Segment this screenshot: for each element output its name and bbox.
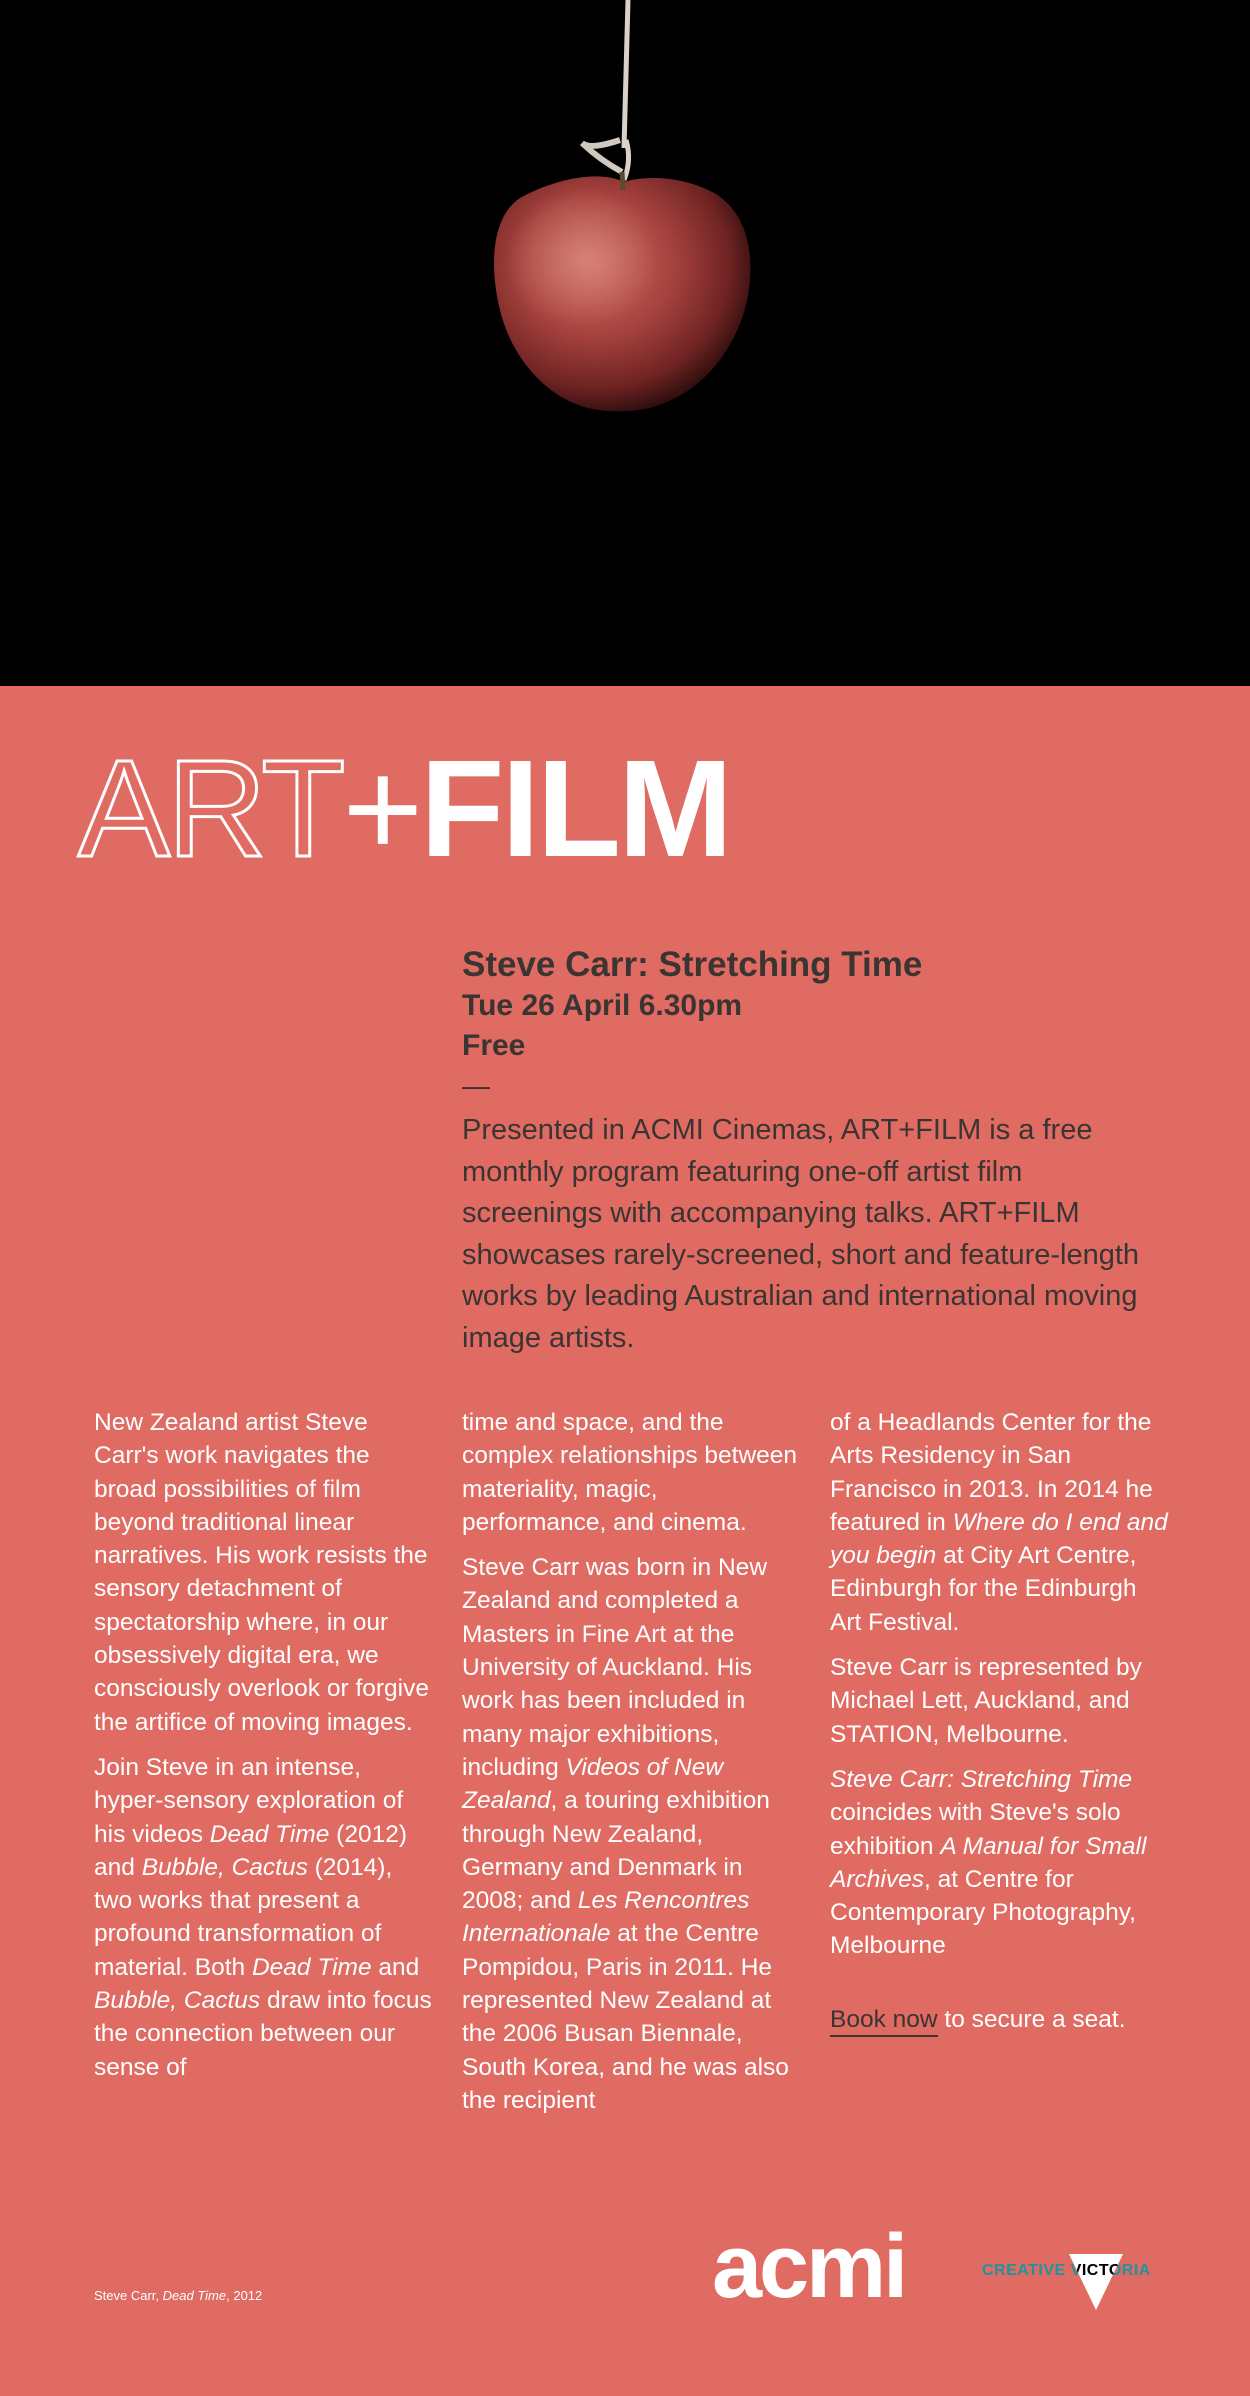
text-run: coincides with Steve's solo exhibition bbox=[830, 1799, 1121, 1860]
event-details bbox=[462, 944, 1162, 1359]
apple-hanging-on-string-photo bbox=[0, 0, 1250, 686]
text-run: of a Headlands Center for the Arts Residency in San Francisco in 2013. In 2014 he featured in bbox=[830, 1409, 1153, 1536]
text-run: at the Centre Pompidou, Paris in 2011. He represented New Zealand at the 2006 Busan Biennale, South Korea, and he was also the recipient bbox=[462, 1920, 789, 2114]
col2-paragraph-1: time and space, and the complex relationships between materiality, magic, performance, and cinema. bbox=[462, 1409, 798, 1536]
text-run: and bbox=[371, 1953, 420, 1981]
text-run: at City Art Centre, Edinburgh for the Edinburgh Art Festival. bbox=[830, 1542, 1137, 1636]
book-now-line bbox=[830, 2003, 1170, 2036]
text-run: (2014), two works that present a profound transformation of material. Both bbox=[94, 1853, 393, 1981]
text-run: , at Centre for Contemporary Photography, Melbourne bbox=[830, 1865, 1136, 1960]
event-title: Steve Carr: Stretching Time bbox=[462, 945, 923, 984]
logo-film-text: FILM bbox=[420, 732, 730, 886]
text-run: Steve Carr was born in New Zealand and completed a Masters in Fine Art at the University of Auckland. His work has been included in many major exhibitions, including bbox=[462, 1554, 768, 1781]
art-film-logo bbox=[78, 732, 730, 886]
event-price: Free bbox=[462, 1029, 526, 1062]
italic-title: Videos of New Zealand bbox=[462, 1753, 724, 1815]
italic-title: Bubble, Cactus bbox=[141, 1853, 308, 1881]
text-run: draw into focus the connection between our sense of bbox=[94, 1987, 432, 2081]
image-caption bbox=[94, 2288, 262, 2303]
italic-title: Dead Time bbox=[209, 1820, 330, 1848]
text-run: , 2012 bbox=[226, 2288, 263, 2303]
body-column-3 bbox=[830, 1406, 1170, 2048]
event-divider: — bbox=[462, 1070, 490, 1101]
book-now-suffix: to secure a seat. bbox=[937, 2005, 1126, 2033]
acmi-logo: acmi bbox=[712, 2217, 906, 2317]
hero-image bbox=[0, 0, 1250, 686]
event-date: Tue 26 April 6.30pm bbox=[462, 989, 743, 1022]
italic-title: Les Rencontres Internationale bbox=[462, 1887, 750, 1948]
italic-title: Steve Carr: Stretching Time bbox=[830, 1765, 1133, 1793]
body-column-2 bbox=[462, 1406, 802, 2129]
text-run: , a touring exhibition through New Zealand, Germany and Denmark in 2008; and bbox=[462, 1787, 770, 1915]
creative-victoria-text: CREATIVE VICTORIA bbox=[982, 2262, 1151, 2279]
text-run: (2012) and bbox=[94, 1820, 408, 1881]
italic-title: Bubble, Cactus bbox=[94, 1987, 261, 2015]
italic-title: Dead Time bbox=[162, 2288, 227, 2303]
creative-victoria-logo bbox=[982, 2248, 1151, 2294]
col3-paragraph-3 bbox=[830, 1763, 1170, 1963]
italic-title: Where do I end and you begin bbox=[830, 1508, 1168, 1570]
col3-paragraph-2: Steve Carr is represented by Michael Lett, Auckland, and STATION, Melbourne. bbox=[830, 1654, 1142, 1748]
body-column-1 bbox=[94, 1406, 434, 2096]
italic-title: A Manual for Small Archives bbox=[830, 1832, 1147, 1893]
col1-paragraph-2 bbox=[94, 1751, 434, 2084]
col1-paragraph-1: New Zealand artist Steve Carr's work navigates the broad possibilities of film beyond traditional linear narratives. His work resists the sensory detachment of spectatorship where, in our obsessively digital era, we consciously overlook or forgive the artifice of moving images. bbox=[94, 1409, 429, 1736]
col2-paragraph-2 bbox=[462, 1551, 802, 2117]
col3-paragraph-1 bbox=[830, 1406, 1170, 1639]
event-intro: Presented in ACMI Cinemas, ART+FILM is a free monthly program featuring one-off artist film screenings with accompanying talks. ART+FILM showcases rarely-screened, short and feature-length works by leading Australian and international moving image artists. bbox=[462, 1114, 1140, 1354]
logo-plus-text: + bbox=[342, 732, 421, 886]
book-now-link[interactable]: Book now bbox=[830, 2006, 938, 2037]
text-run: Join Steve in an intense, hyper-sensory exploration of his videos bbox=[94, 1753, 404, 1848]
logo-art-text: ART bbox=[78, 732, 343, 886]
text-run: Steve Carr, bbox=[94, 2288, 163, 2303]
italic-title: Dead Time bbox=[251, 1953, 372, 1981]
